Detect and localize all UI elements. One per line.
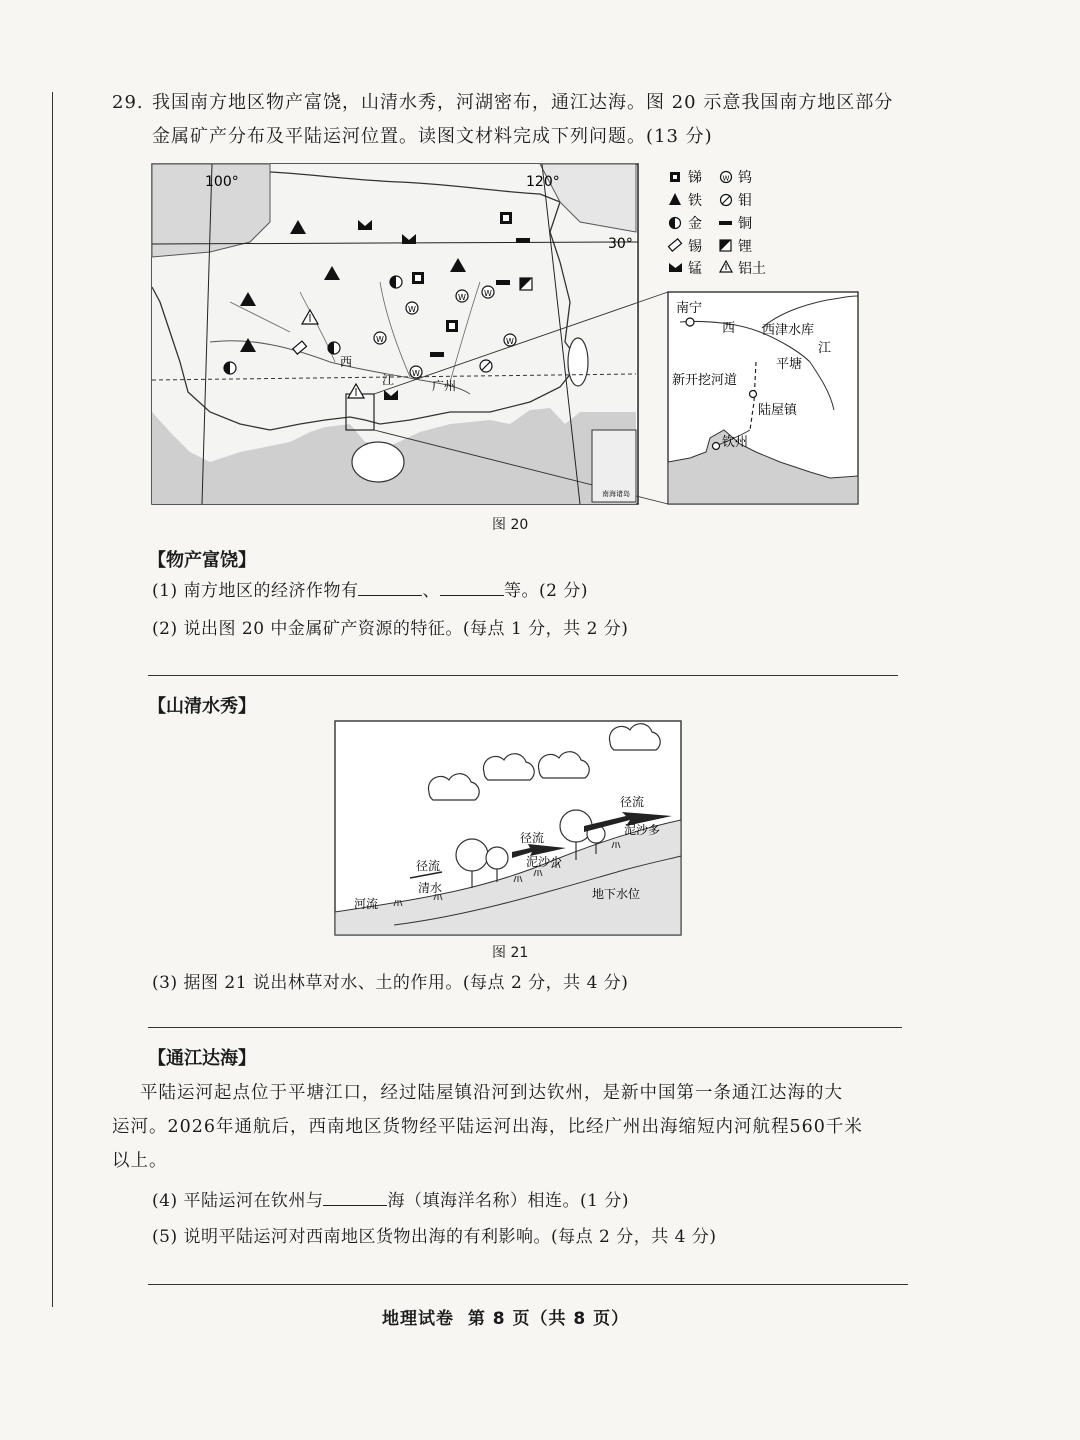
gold-symbol <box>328 342 340 354</box>
label-xi: 西 <box>340 355 353 369</box>
svg-text:W: W <box>376 335 384 344</box>
answer-line-1[interactable] <box>148 675 898 676</box>
molybdenum-symbol <box>480 360 492 372</box>
svg-text:W: W <box>408 305 416 314</box>
inset-label-xi: 西 <box>722 321 736 336</box>
legend-copper-icon <box>719 221 732 225</box>
question-3: (3) 据图 21 说出林草对水、土的作用。(每点 2 分，共 4 分) <box>152 973 629 993</box>
tungsten-symbol <box>482 286 494 298</box>
taiwan-island <box>568 338 588 386</box>
legend-lithium-label: 锂 <box>738 239 752 255</box>
label-river: 河流 <box>354 897 379 911</box>
q1-answer-blank-2[interactable] <box>440 577 504 596</box>
inset-label-xijin-reservoir: 西津水库 <box>762 323 815 338</box>
gold-symbol <box>390 276 402 288</box>
antimony-symbol <box>415 275 421 281</box>
legend-lithium-icon <box>720 240 731 251</box>
label-groundwater: 地下水位 <box>592 887 641 901</box>
question-2: (2) 说出图 20 中金属矿产资源的特征。(每点 1 分，共 2 分) <box>152 619 629 639</box>
inset-label-luwu: 陆屋镇 <box>758 403 798 418</box>
section2-title: 【山清水秀】 <box>148 696 256 717</box>
figure-21-diagram <box>334 720 682 936</box>
q4-prefix: (4) 平陆运河在钦州与 <box>152 1191 324 1211</box>
legend-gold-icon <box>670 218 681 229</box>
legend-copper-label: 铜 <box>738 216 752 232</box>
figure-21-caption: 图 21 <box>492 945 529 961</box>
section3-paragraph-line1: 平陆运河起点位于平塘江口，经过陆屋镇沿河到达钦州，是新中国第一条通江达海的大 <box>140 1083 843 1103</box>
q1-suffix: 等。(2 分) <box>503 581 588 601</box>
label-jiang: 江 <box>382 373 395 387</box>
question-4 <box>152 1184 629 1218</box>
nanning-marker <box>686 318 694 326</box>
svg-text:W: W <box>484 289 492 298</box>
inset-label-jiang: 江 <box>818 341 832 356</box>
legend-tungsten-icon <box>721 172 732 183</box>
q4-answer-blank[interactable] <box>323 1187 387 1206</box>
question-intro-line1: 我国南方地区物产富饶，山清水秀，河湖密布，通江达海。图 20 示意我国南方地区部分 <box>152 92 894 113</box>
figure-20-map <box>150 162 860 508</box>
inset-label-nanning: 南宁 <box>676 301 703 316</box>
q4-suffix: 海（填海洋名称）相连。(1 分) <box>387 1191 629 1211</box>
label-runoff-low: 径流 <box>416 859 441 873</box>
question-number: 29. <box>112 92 144 113</box>
copper-symbol <box>430 352 444 357</box>
legend-tungsten-label: 钨 <box>738 170 752 186</box>
figure-20-caption: 图 20 <box>492 517 529 533</box>
q1-prefix: (1) 南方地区的经济作物有 <box>152 581 359 601</box>
tungsten-symbol <box>410 366 422 378</box>
luwu-marker <box>750 391 757 398</box>
svg-text:W: W <box>722 174 730 183</box>
legend-gold-label: 金 <box>688 216 702 232</box>
question-5: (5) 说明平陆运河对西南地区货物出海的有利影响。(每点 2 分，共 4 分) <box>152 1227 717 1247</box>
hainan-island <box>352 442 404 482</box>
svg-text:W: W <box>506 337 514 346</box>
legend-molybdenum-icon <box>721 195 732 206</box>
question-intro-line2: 金属矿产分布及平陆运河位置。读图文材料完成下列问题。(13 分) <box>152 126 713 147</box>
inset-label-canal: 新开挖河道 <box>672 373 738 388</box>
legend-bauxite-label: 铝土 <box>738 261 766 277</box>
label-clear-water: 清水 <box>418 881 443 895</box>
map-legend <box>668 170 766 277</box>
gold-symbol <box>224 362 236 374</box>
section3-paragraph-line2: 运河。2026年通航后，西南地区货物经平陆运河出海，比经广州出海缩短内河航程560千米 <box>112 1117 863 1137</box>
section3-title: 【通江达海】 <box>148 1048 256 1069</box>
answer-line-3[interactable] <box>148 1284 908 1285</box>
legend-tin-icon <box>668 239 681 251</box>
qinzhou-marker <box>713 443 720 450</box>
answer-line-2[interactable] <box>148 1027 902 1028</box>
legend-antimony-label: 锑 <box>688 170 702 186</box>
legend-bauxite-icon <box>720 261 732 272</box>
label-much-silt: 泥沙多 <box>624 823 661 837</box>
lon-label-100: 100° <box>205 174 239 190</box>
q1-answer-blank-1[interactable] <box>358 577 422 596</box>
inset-label-qinzhou: 钦州 <box>722 435 749 450</box>
legend-manganese-label: 锰 <box>688 261 702 277</box>
lat-label-30: 30° <box>608 236 633 252</box>
inset-label-pingtang: 平塘 <box>776 357 803 372</box>
antimony-symbol <box>503 215 509 221</box>
section3-paragraph-line3: 以上。 <box>112 1151 168 1171</box>
tungsten-symbol <box>374 332 386 344</box>
svg-text:W: W <box>412 369 420 378</box>
tungsten-symbol <box>406 302 418 314</box>
copper-symbol <box>516 238 530 243</box>
svg-text:W: W <box>458 293 466 302</box>
section1-title: 【物产富饶】 <box>148 550 256 571</box>
antimony-symbol <box>449 323 455 329</box>
label-runoff-top: 径流 <box>620 795 645 809</box>
label-guangzhou: 广州 <box>432 379 457 393</box>
legend-tin-label: 锡 <box>688 239 702 255</box>
copper-symbol <box>496 280 510 285</box>
legend-manganese-icon <box>669 263 682 272</box>
q1-separator: 、 <box>422 581 440 601</box>
legend-iron-icon <box>669 193 681 205</box>
legend-iron-label: 铁 <box>688 193 702 209</box>
tungsten-symbol <box>504 334 516 346</box>
page-footer: 地理试卷 第 8 页（共 8 页） <box>382 1309 630 1329</box>
lon-label-120: 120° <box>526 174 560 190</box>
question-1 <box>152 574 588 608</box>
label-runoff-mid: 径流 <box>520 831 545 845</box>
canal-inset-map <box>668 292 858 504</box>
binding-line <box>52 92 53 1307</box>
label-little-silt: 泥沙少 <box>526 855 563 869</box>
tungsten-symbol <box>456 290 468 302</box>
south-sea-label: 南海诸岛 <box>602 490 630 498</box>
legend-molybdenum-label: 钼 <box>738 193 752 209</box>
